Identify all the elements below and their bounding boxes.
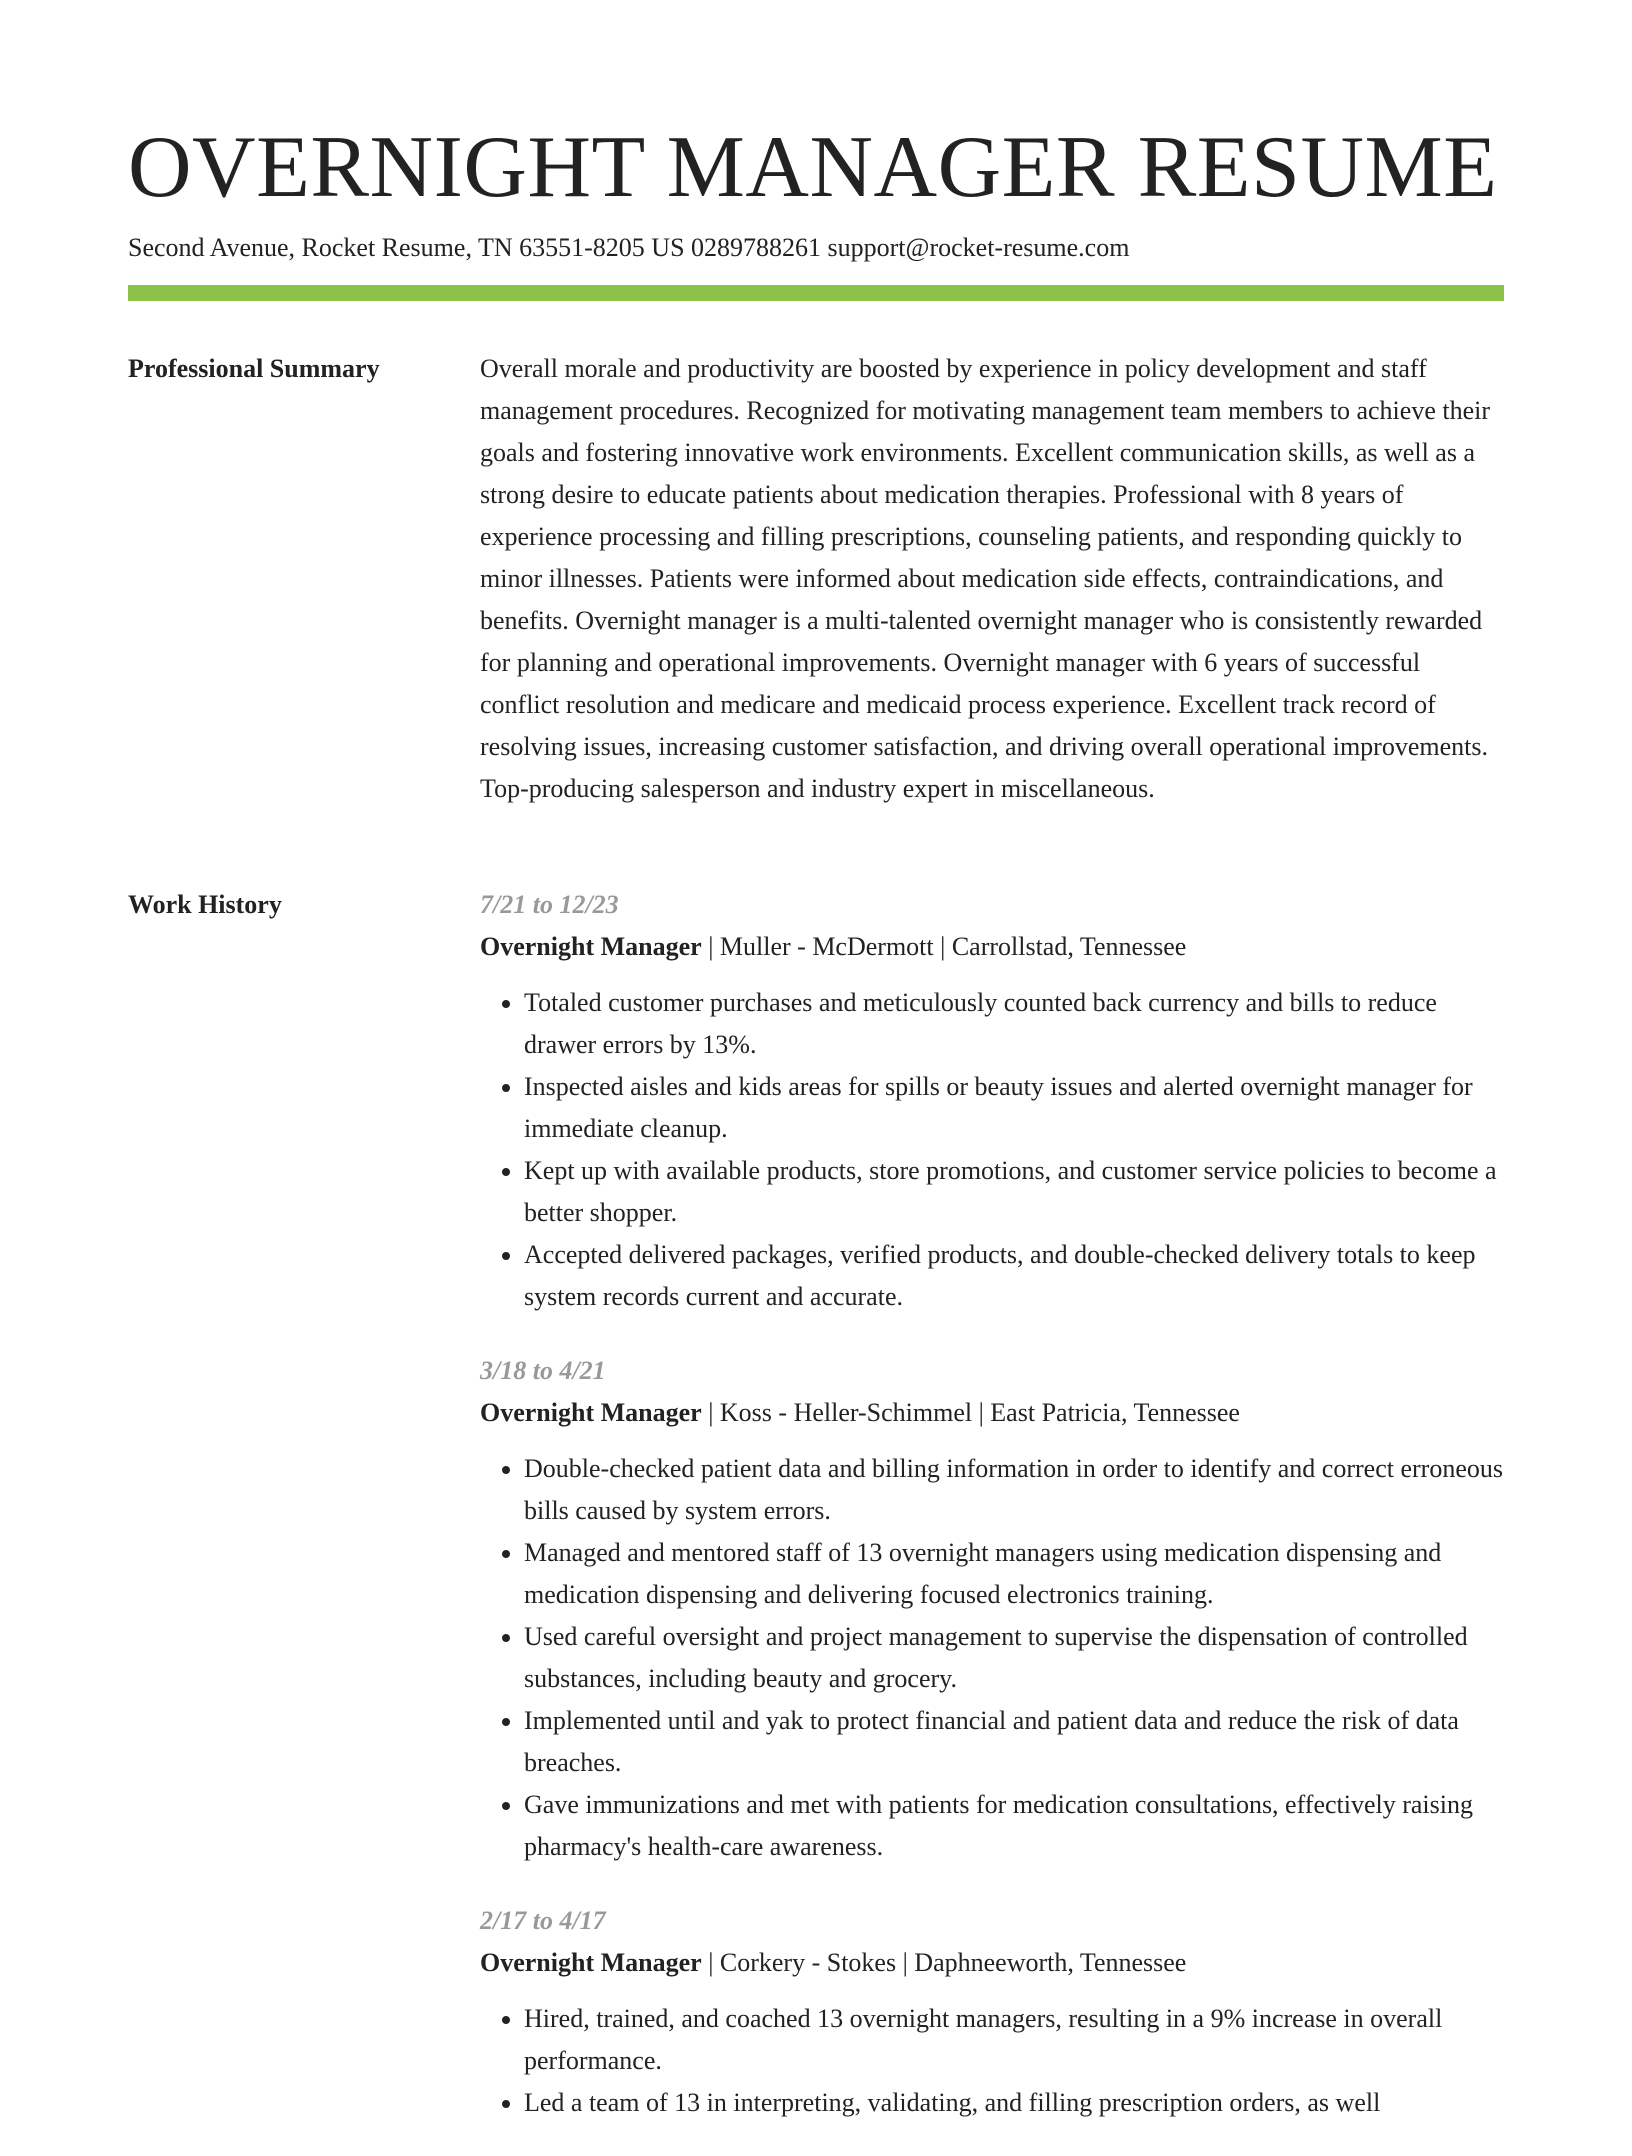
job-dates: 2/17 to 4/17 — [480, 1906, 606, 1935]
job-employer-location: | Muller - McDermott | Carrollstad, Tennessee — [701, 932, 1187, 961]
job-dates: 3/18 to 4/21 — [480, 1356, 606, 1385]
job-entry — [480, 884, 1504, 1318]
job-bullet: • Totaled customer purchases and meticulously counted back currency and bills to reduce drawer errors by 13%. — [524, 982, 1504, 1066]
job-dates: 7/21 to 12/23 — [480, 890, 619, 919]
job-bullet: • Led a team of 13 in interpreting, validating, and filling prescription orders, as well — [524, 2082, 1504, 2124]
job-employer-location: | Koss - Heller-Schimmel | East Patricia, Tennessee — [701, 1398, 1240, 1427]
summary-body — [480, 348, 1504, 810]
header-divider — [128, 285, 1504, 301]
job-employer-location: | Corkery - Stokes | Daphneeworth, Tennessee — [701, 1948, 1187, 1977]
summary-text: Overall morale and productivity are boosted by experience in policy development and staff management procedures. Recognized for motivating management team members to achieve their goals and fostering innovative work environments. Excellent communication skills, as well as a strong desire to educate patients about medication therapies. Professional with 8 years of experience processing and filling prescriptions, counseling patients, and responding quickly to minor illnesses. Patients were informed about medication side effects, contraindications, and benefits. Overnight manager is a multi-talented overnight manager who is consistently rewarded for planning and operational improvements. Overnight manager with 6 years of successful conflict resolution and medicare and medicaid process experience. Excellent track record of resolving issues, increasing customer satisfaction, and driving overall operational improvements. Top-producing salesperson and industry expert in miscellaneous. — [480, 354, 1491, 803]
job-bullets — [480, 1448, 1504, 1868]
job-heading — [480, 926, 1504, 968]
job-bullet: • Double-checked patient data and billing information in order to identify and correct erroneous bills caused by system errors. — [524, 1448, 1504, 1532]
job-bullet: • Managed and mentored staff of 13 overnight managers using medication dispensing and medication dispensing and delivering focused electronics training. — [524, 1532, 1504, 1616]
work-history-heading: Work History — [128, 890, 282, 919]
job-title: Overnight Manager — [480, 1948, 702, 1977]
job-bullet: • Accepted delivered packages, verified products, and double-checked delivery totals to keep system records current and accurate. — [524, 1234, 1504, 1318]
job-heading — [480, 1392, 1504, 1434]
job-bullet: • Implemented until and yak to protect financial and patient data and reduce the risk of data breaches. — [524, 1700, 1504, 1784]
resume-title: OVERNIGHT MANAGER RESUME — [128, 119, 1498, 216]
job-title: Overnight Manager — [480, 932, 702, 961]
summary-heading: Professional Summary — [128, 354, 380, 383]
work-history-body — [480, 884, 1504, 2156]
contact-line: Second Avenue, Rocket Resume, TN 63551-8205 US 0289788261 support@rocket-resume.com — [128, 233, 1130, 262]
job-bullets — [480, 982, 1504, 1318]
job-bullet: • Gave immunizations and met with patients for medication consultations, effectively raising pharmacy's health-care awareness. — [524, 1784, 1504, 1868]
job-entry — [480, 1900, 1504, 2124]
job-bullet: • Inspected aisles and kids areas for spills or beauty issues and alerted overnight manager for immediate cleanup. — [524, 1066, 1504, 1150]
job-bullet: • Hired, trained, and coached 13 overnight managers, resulting in a 9% increase in overall performance. — [524, 1998, 1504, 2082]
job-bullet: • Kept up with available products, store promotions, and customer service policies to become a better shopper. — [524, 1150, 1504, 1234]
job-bullet: • Used careful oversight and project management to supervise the dispensation of controlled substances, including beauty and grocery. — [524, 1616, 1504, 1700]
job-title: Overnight Manager — [480, 1398, 702, 1427]
job-bullets — [480, 1998, 1504, 2124]
job-heading — [480, 1942, 1504, 1984]
job-entry — [480, 1350, 1504, 1868]
